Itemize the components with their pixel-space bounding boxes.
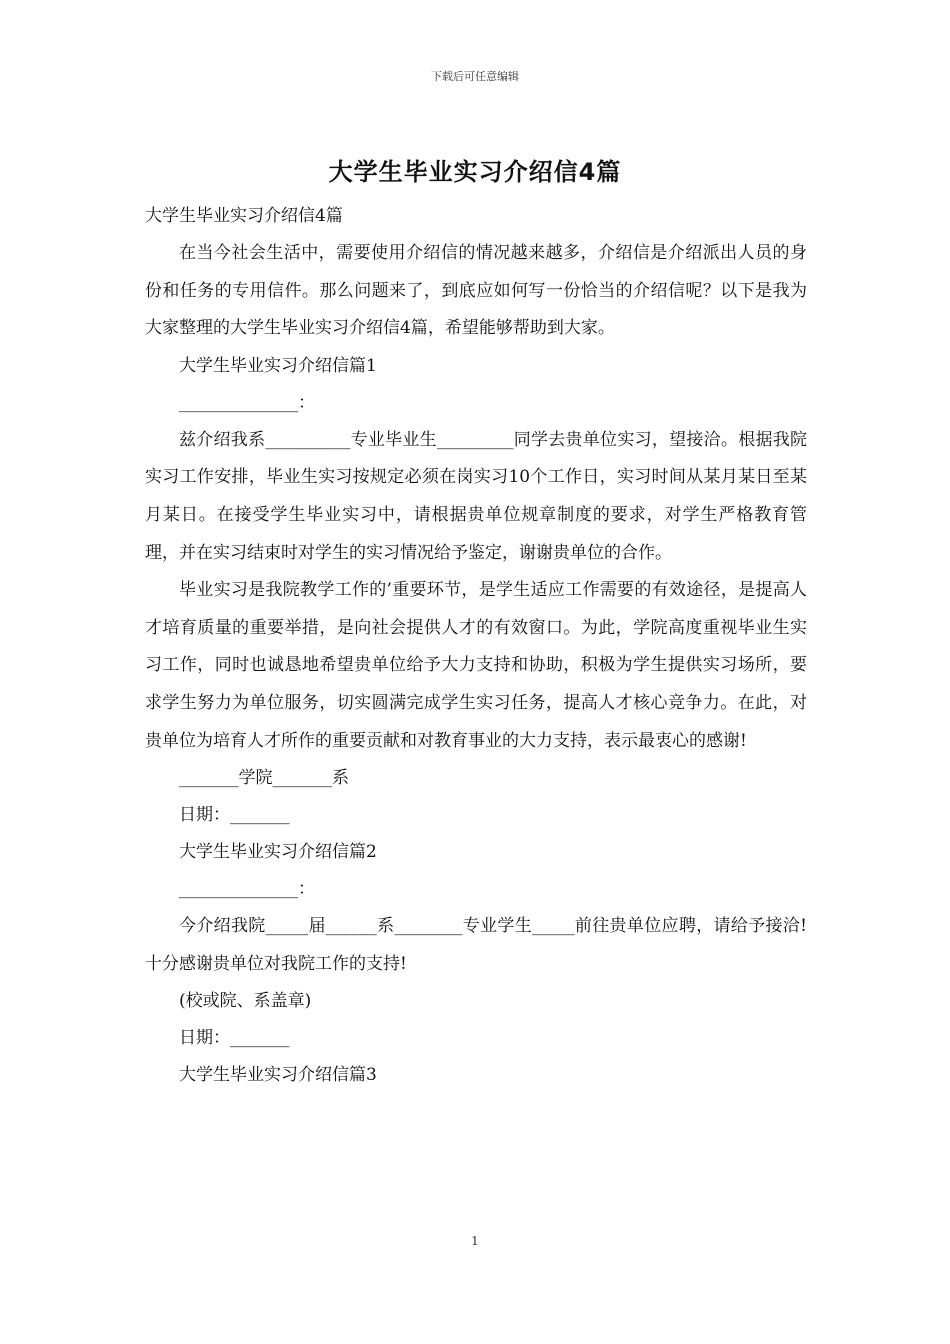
document-body bbox=[145, 198, 807, 1094]
letter2-stamp: (校或院、系盖章) bbox=[179, 991, 312, 1012]
letter2-paragraph-1: 今介绍我院_____届______系________专业学生_____前往贵单位应聘，请给予接洽!十分感谢贵单位对我院工作的支持! bbox=[145, 916, 807, 974]
header-note: 下载后可任意编辑 bbox=[431, 70, 519, 83]
letter1-date: 日期：_______ bbox=[179, 805, 290, 826]
subtitle: 大学生毕业实习介绍信4篇 bbox=[145, 206, 343, 226]
letter2-salutation: ______________： bbox=[179, 879, 315, 900]
document-title: 大学生毕业实习介绍信4篇 bbox=[328, 158, 622, 186]
letter1-paragraph-2: 毕业实习是我院教学工作的’重要环节，是学生适应工作需要的有效途径，是提高人才培育质量的重要举措，是向社会提供人才的有效窗口。为此，学院高度重视毕业生实习工作，同时也诚恳地希望贵单位给予大力支持和协助，积极为学生提供实习场所，要求学生努力为单位服务，切实圆满完成学生实习任务，提高人才核心竞争力。在此，对贵单位为培育人才所作的重要贡献和对教育事业的大力支持，表示最衷心的感谢! bbox=[145, 580, 807, 751]
letter1-paragraph-1: 兹介绍我系__________专业毕业生_________同学去贵单位实习，望接洽。根据我院实习工作安排，毕业生实习按规定必须在岗实习10个工作日，实习时间从某月某日至某月某日。在接受学生毕业实习中，请根据贵单位规章制度的要求，对学生严格教育管理，并在实习结束时对学生的实习情况给予鉴定，谢谢贵单位的合作。 bbox=[145, 429, 807, 563]
letter1-salutation: ______________： bbox=[179, 392, 315, 413]
intro-paragraph: 在当今社会生活中，需要使用介绍信的情况越来越多，介绍信是介绍派出人员的身份和任务的专用信件。那么问题来了，到底应如何写一份恰当的介绍信呢？以下是我为大家整理的大学生毕业实习介绍信4篇，希望能够帮助到大家。 bbox=[145, 243, 807, 339]
letter1-heading: 大学生毕业实习介绍信篇1 bbox=[179, 355, 377, 376]
letter2-heading: 大学生毕业实习介绍信篇2 bbox=[179, 842, 377, 863]
letter3-heading: 大学生毕业实习介绍信篇3 bbox=[179, 1065, 377, 1086]
letter1-signature: _______学院_______系 bbox=[179, 768, 349, 789]
page-number: 1 bbox=[471, 1234, 479, 1248]
letter2-date: 日期：_______ bbox=[179, 1028, 290, 1049]
